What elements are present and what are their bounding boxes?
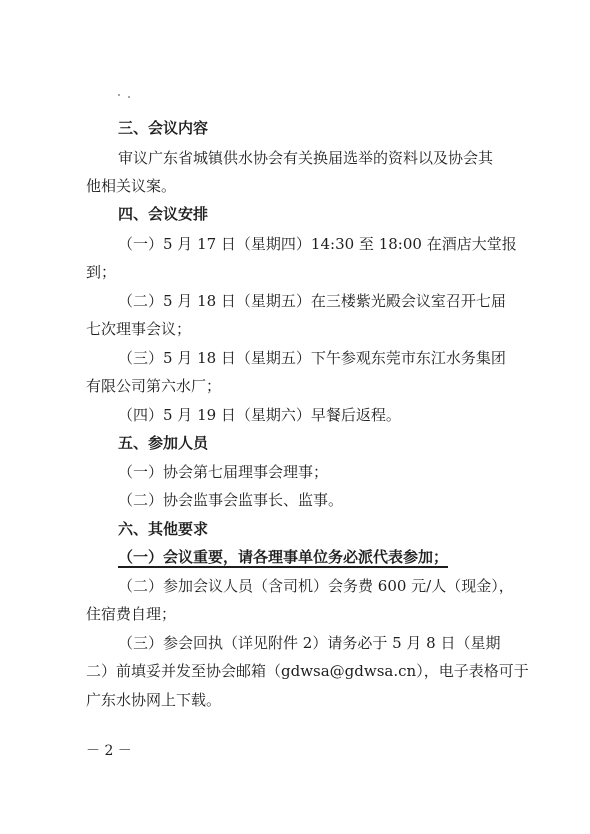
paragraph-line: 二）前填妥并发至协会邮箱（gdwsa@gdwsa.cn），电子表格可于: [86, 662, 529, 680]
section-heading-meeting-arrangement: 四、会议安排: [118, 205, 209, 223]
paragraph-line: （四）5 月 19 日（星期六）早餐后返程。: [118, 406, 401, 424]
paragraph-line: 七次理事会议；: [86, 320, 192, 338]
paragraph-line: 他相关议案。: [86, 177, 177, 195]
paragraph-line: 有限公司第六水厂；: [86, 377, 222, 395]
emphasized-requirement: （一）会议重要，请各理事单位务必派代表参加；: [118, 548, 449, 566]
paragraph-line: （三）5 月 18 日（星期五）下午参观东莞市东江水务集团: [118, 349, 506, 367]
scan-speck: [118, 94, 120, 96]
paragraph-line: 住宿费自理；: [86, 605, 177, 623]
page-number: － 2 －: [86, 743, 132, 759]
paragraph-line: （二）参加会议人员（含司机）会务费 600 元/人（现金），: [118, 577, 514, 595]
paragraph-line: 审议广东省城镇供水协会有关换届选举的资料以及协会其: [118, 149, 494, 167]
section-heading-participants: 五、参加人员: [118, 434, 209, 452]
paragraph-line: 广东水协网上下载。: [86, 691, 222, 709]
paragraph-line: （二）协会监事会监事长、监事。: [118, 491, 344, 509]
scan-speck: [128, 96, 130, 98]
section-heading-meeting-content: 三、会议内容: [118, 119, 209, 137]
paragraph-line: 到；: [86, 263, 117, 281]
paragraph-line: （二）5 月 18 日（星期五）在三楼紫光殿会议室召开七届: [118, 292, 506, 310]
section-heading-other-requirements: 六、其他要求: [118, 520, 209, 538]
paragraph-line: （一）5 月 17 日（星期四）14:30 至 18:00 在酒店大堂报: [118, 235, 517, 253]
paragraph-line: （一）协会第七届理事会理事；: [118, 463, 329, 481]
paragraph-line: （三）参会回执（详见附件 2）请务必于 5 月 8 日（星期: [118, 634, 501, 652]
